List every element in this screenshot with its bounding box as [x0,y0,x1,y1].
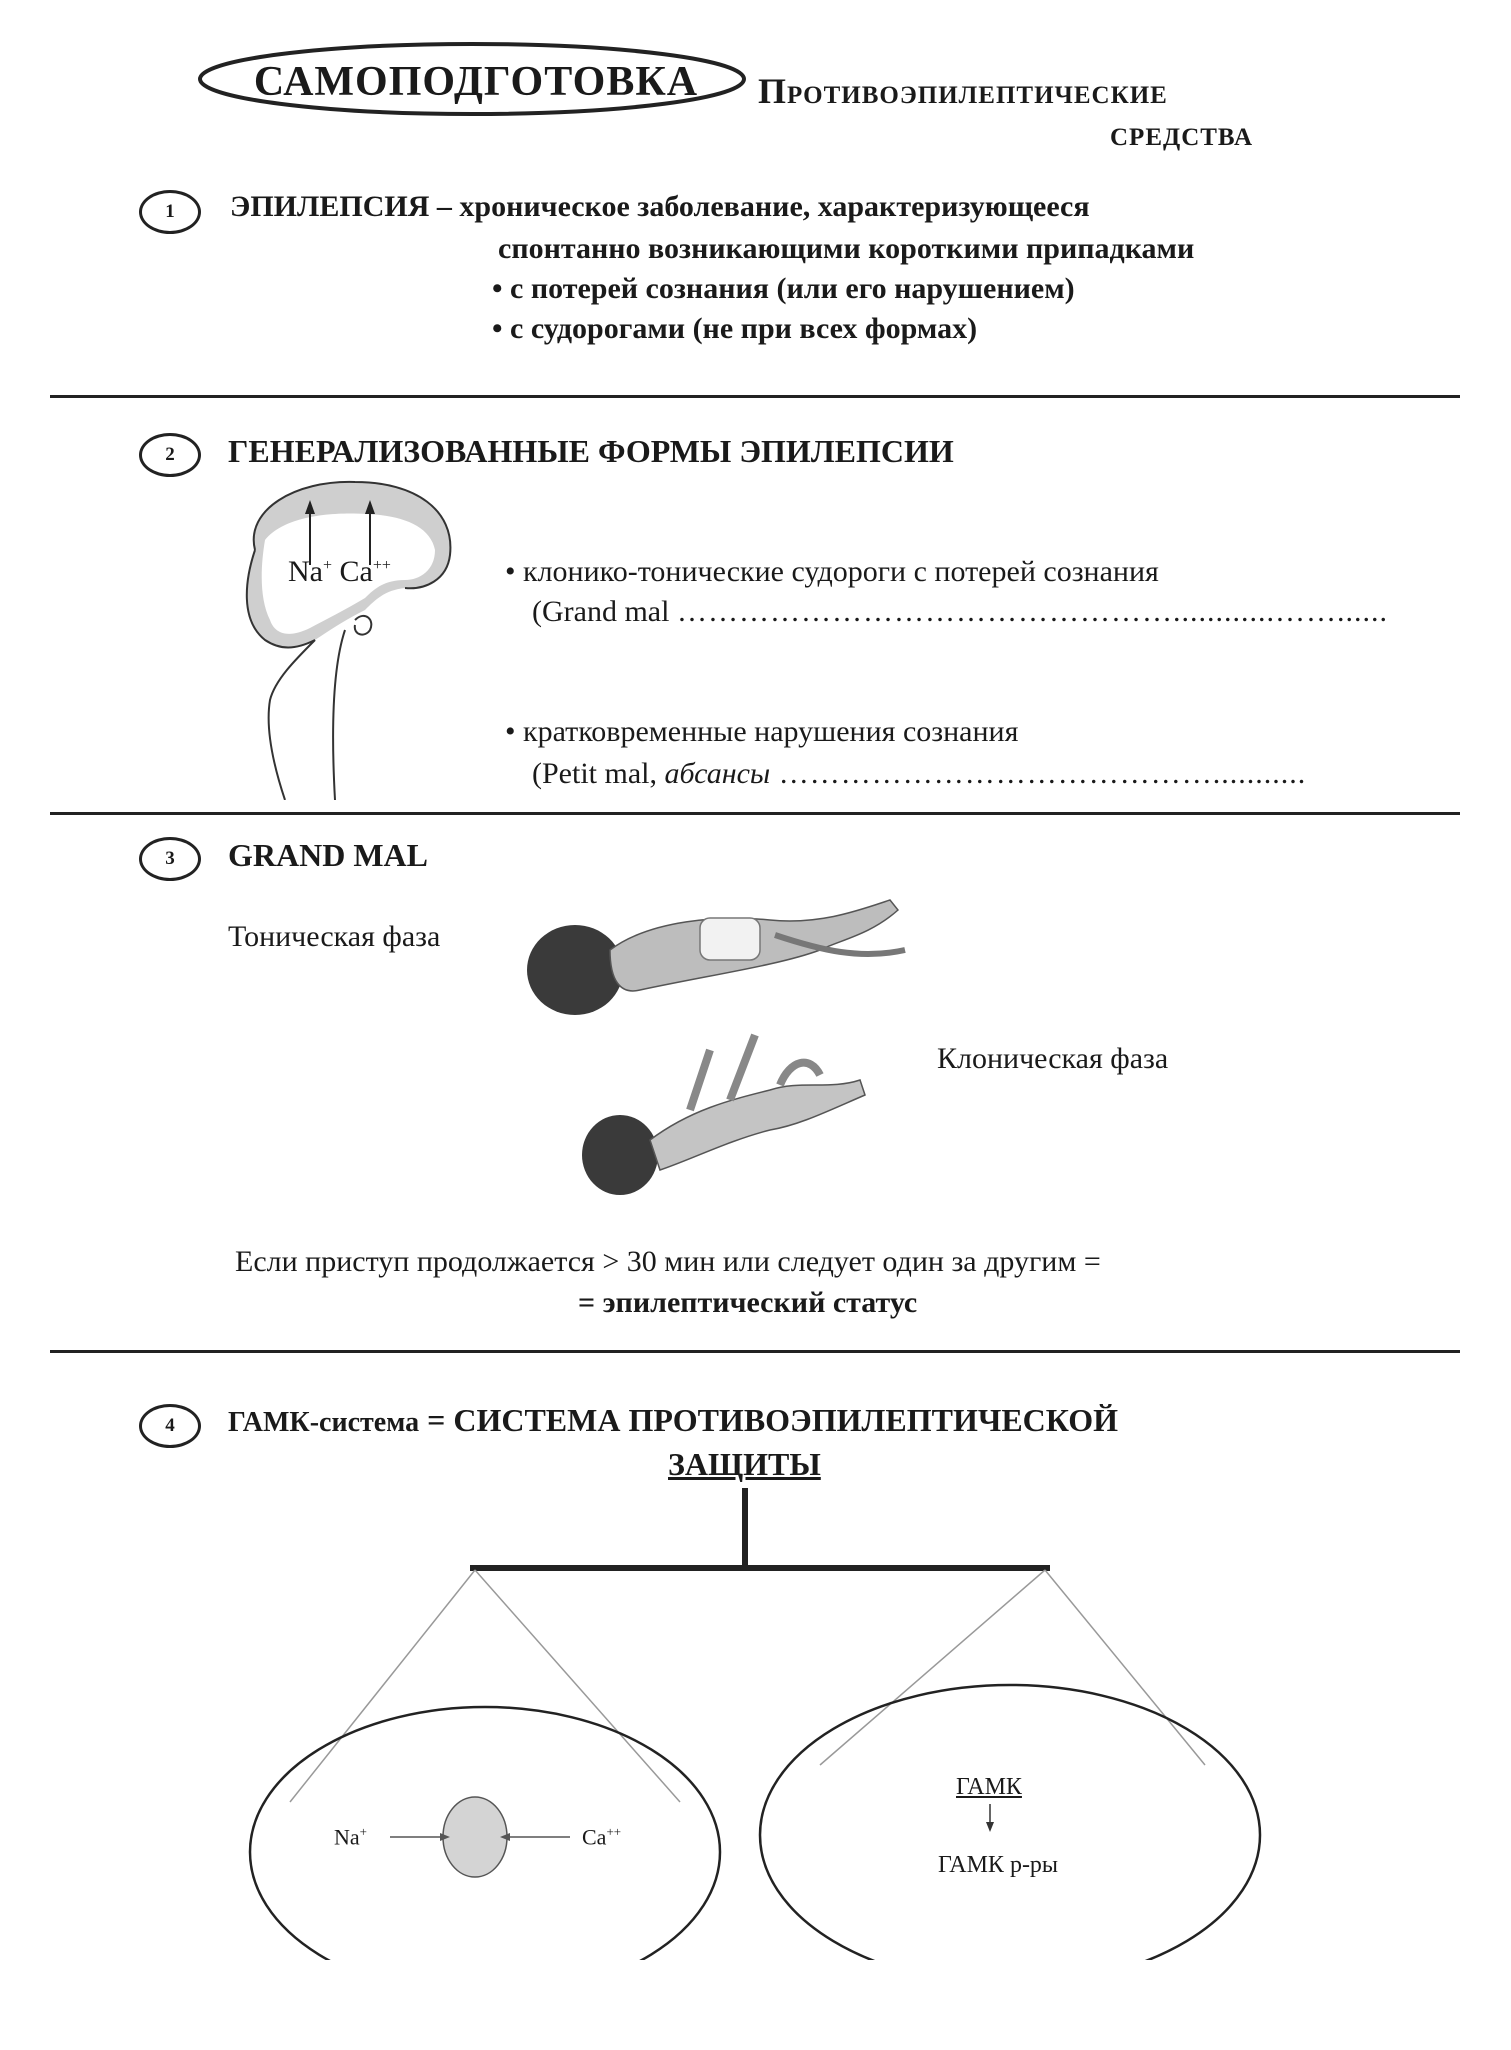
s4-heading-rest: = СИСТЕМА ПРОТИВОЭПИЛЕПТИЧЕСКОЙ [419,1402,1118,1438]
section-number-3: 3 [139,837,201,881]
s2-grand-bullet: • клонико-тонические судороги с потерей сознания [505,555,1159,589]
tonic-phase-figure [520,880,910,1030]
s2-ion-labels [288,555,391,589]
s2-petit-bullet: • кратковременные нарушения сознания [505,715,1018,749]
page-title-line1: Противоэпилептические [758,71,1168,111]
s2-ion-ca-charge: ++ [372,557,391,574]
brain-icon [225,470,465,800]
gaba-tree-diagram [0,1480,1511,1960]
s2-petit-italic: абсансы [664,757,771,790]
s3-clonic-label: Клоническая фаза [937,1042,1169,1075]
section-number-1: 1 [139,190,201,234]
section-number-2: 2 [139,433,201,477]
s3-note-line1: Если приступ продолжается > 30 мин или следует один за другим = [235,1245,1101,1278]
s1-definition-line1: – хроническое заболевание, характеризующееся [429,190,1090,223]
s1-bullet-2: • с судорогами (не при всех формах) [492,312,977,346]
badge-text: САМОПОДГОТОВКА [253,59,699,105]
clonic-phase-figure [580,1030,870,1200]
s4-left-ca-charge: ++ [606,1824,622,1839]
s2-ion-na-charge: + [322,557,333,574]
divider-1 [50,395,1460,398]
s4-heading [228,1402,1118,1439]
s4-left-na [334,1824,367,1850]
s4-right-top: ГАМК [956,1774,1022,1800]
page-title-line2: средства [1110,113,1254,153]
s2-grand-note [532,595,1388,629]
s4-left-ca-label: Ca [582,1824,607,1850]
s2-grand-note-text: (Grand mal [532,595,677,628]
s2-ion-ca: Ca [339,555,373,588]
s4-left-na-charge: + [359,1824,367,1839]
s1-bullet-1: • с потерей сознания (или его нарушением) [492,272,1075,306]
s4-left-ca [582,1824,621,1850]
divider-2 [50,812,1460,815]
s2-heading: ГЕНЕРАЛИЗОВАННЫЕ ФОРМЫ ЭПИЛЕПСИИ [228,433,954,469]
s2-petit-note [532,757,1306,791]
s2-petit-dots: ……………………………………........... [770,757,1307,790]
s2-ion-na: Na [288,555,323,588]
s1-definition [230,190,1090,224]
s4-right-bottom: ГАМК р-ры [938,1852,1059,1878]
s3-tonic-label: Тоническая фаза [228,920,441,953]
s4-heading-prefix: ГАМК-система [228,1407,420,1438]
s3-heading: GRAND MAL [228,837,428,873]
divider-3 [50,1350,1460,1353]
s1-definition-line2: спонтанно возникающими короткими припадками [498,232,1195,265]
s4-left-na-label: Na [334,1824,360,1850]
s1-term: ЭПИЛЕПСИЯ [230,190,430,223]
s4-heading-line2: ЗАЩИТЫ [668,1446,821,1482]
section-number-4: 4 [139,1404,201,1448]
s2-petit-note-text: (Petit mal, [532,757,665,790]
s2-grand-dots: …………………………………………............……...... [676,595,1388,628]
s3-note-line2: = эпилептический статус [578,1286,918,1319]
header-badge [196,40,756,118]
